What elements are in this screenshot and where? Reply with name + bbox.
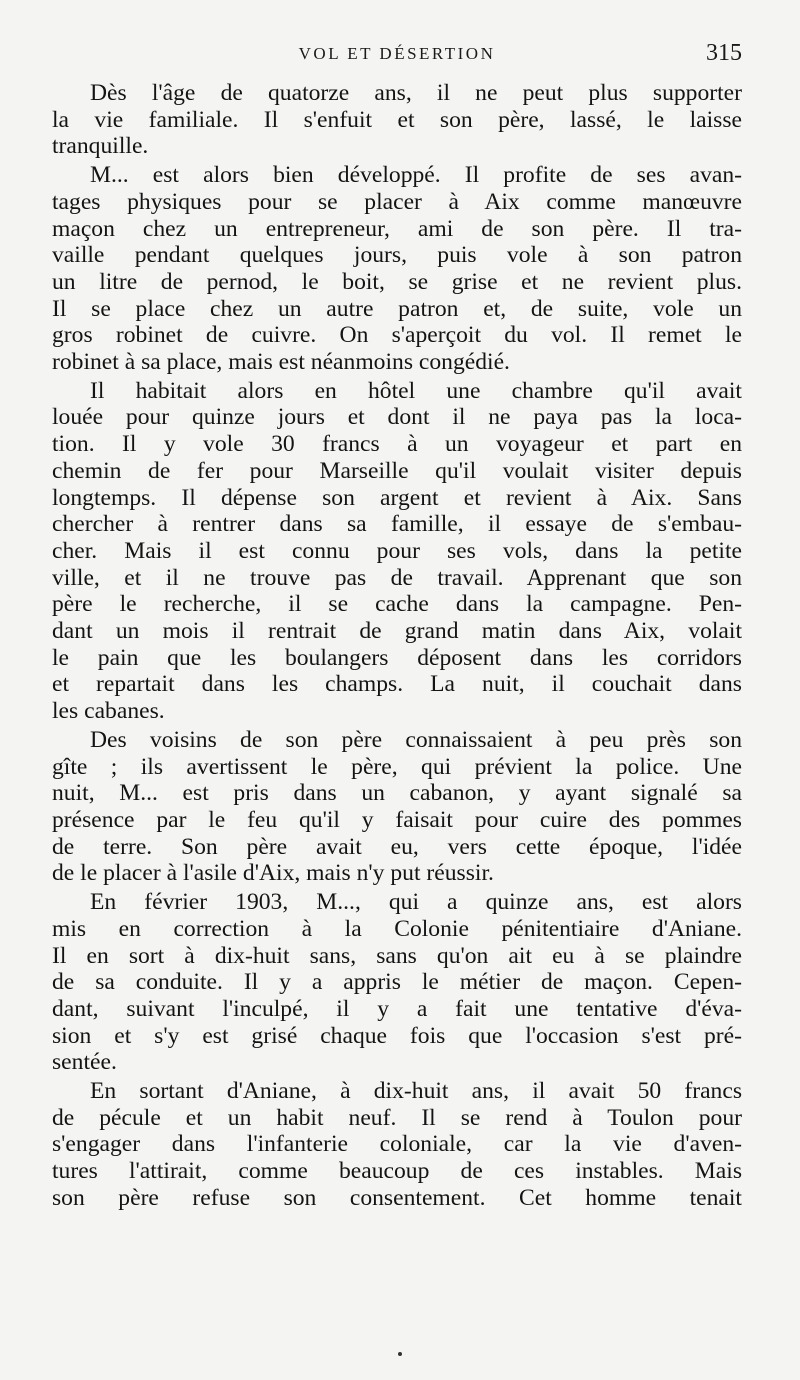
text-line: maçon chez un entrepreneur, ami de son père. Il tra-: [52, 215, 742, 242]
text-line: louée pour quinze jours et dont il ne paya pas la loca-: [52, 404, 742, 431]
text-line: dant un mois il rentrait de grand matin dans Aix, volait: [52, 618, 742, 645]
running-title: VOL ET DÉSERTION: [298, 44, 496, 63]
text-line: de pécule et un habit neuf. Il se rend à Toulon pour: [52, 1104, 742, 1131]
text-line: les cabanes.: [52, 698, 165, 725]
text-line: nuit, M... est pris dans un cabanon, y ayant signalé sa: [52, 780, 742, 807]
text-line: Il habitait alors en hôtel une chambre qu'il avait: [90, 377, 742, 404]
text-line: gîte ; ils avertissent le père, qui prévient la police. Une: [52, 753, 742, 780]
body-text: [52, 80, 742, 1212]
text-line: sentée.: [52, 1049, 117, 1076]
text-line: présence par le feu qu'il y faisait pour cuire des pommes: [52, 806, 742, 833]
text-line: tion. Il y vole 30 francs à un voyageur et part en: [52, 431, 742, 458]
text-line: gros robinet de cuivre. On s'aperçoit du vol. Il remet le: [52, 322, 742, 349]
text-line: sion et s'y est grisé chaque fois que l'occasion s'est pré-: [52, 1022, 742, 1049]
text-line: de sa conduite. Il y a appris le métier de maçon. Cepen-: [52, 969, 742, 996]
text-line: robinet à sa place, mais est néanmoins congédié.: [52, 349, 510, 376]
paragraph: [52, 80, 742, 160]
text-line: et repartait dans les champs. La nuit, il couchait dans: [52, 671, 742, 698]
print-speck: [398, 1352, 402, 1356]
text-line: dant, suivant l'inculpé, il y a fait une tentative d'éva-: [52, 995, 742, 1022]
paragraph: [52, 889, 742, 1076]
paragraph: [52, 727, 742, 887]
text-line: ville, et il ne trouve pas de travail. Apprenant que son: [52, 564, 742, 591]
text-line: de le placer à l'asile d'Aix, mais n'y put réussir.: [52, 860, 494, 887]
text-line: un litre de pernod, le boit, se grise et ne revient plus.: [52, 268, 742, 295]
paragraph: [52, 162, 742, 376]
text-line: père le recherche, il se cache dans la campagne. Pen-: [52, 591, 742, 618]
text-line: s'engager dans l'infanterie coloniale, car la vie d'aven-: [52, 1131, 742, 1158]
page-header: [52, 38, 742, 74]
text-line: son père refuse son consentement. Cet homme tenait: [52, 1184, 742, 1211]
page-number: 315: [706, 40, 742, 66]
paragraph: [52, 378, 742, 725]
text-line: de terre. Son père avait eu, vers cette époque, l'idée: [52, 833, 742, 860]
text-line: la vie familiale. Il s'enfuit et son père, lassé, le laisse: [52, 106, 742, 133]
text-line: En février 1903, M..., qui a quinze ans, est alors: [90, 889, 742, 916]
text-line: longtemps. Il dépense son argent et revient à Aix. Sans: [52, 484, 742, 511]
text-line: mis en correction à la Colonie pénitentiaire d'Aniane.: [52, 915, 742, 942]
text-line: tages physiques pour se placer à Aix comme manœuvre: [52, 188, 742, 215]
text-line: En sortant d'Aniane, à dix-huit ans, il avait 50 francs: [90, 1078, 742, 1105]
text-line: M... est alors bien développé. Il profite de ses avan-: [90, 162, 742, 189]
text-line: chercher à rentrer dans sa famille, il essaye de s'embau-: [52, 511, 742, 538]
text-line: Dès l'âge de quatorze ans, il ne peut plus supporter: [90, 80, 742, 106]
text-line: Il se place chez un autre patron et, de suite, vole un: [52, 295, 742, 322]
text-line: cher. Mais il est connu pour ses vols, dans la petite: [52, 537, 742, 564]
text-line: le pain que les boulangers déposent dans les corridors: [52, 644, 742, 671]
paragraph: [52, 1078, 742, 1212]
text-line: tures l'attirait, comme beaucoup de ces instables. Mais: [52, 1158, 742, 1185]
text-line: vaille pendant quelques jours, puis vole à son patron: [52, 242, 742, 269]
text-line: chemin de fer pour Marseille qu'il voulait visiter depuis: [52, 457, 742, 484]
text-line: Des voisins de son père connaissaient à peu près son: [90, 726, 742, 753]
text-line: Il en sort à dix-huit sans, sans qu'on ait eu à se plaindre: [52, 942, 742, 969]
text-line: tranquille.: [52, 133, 149, 160]
